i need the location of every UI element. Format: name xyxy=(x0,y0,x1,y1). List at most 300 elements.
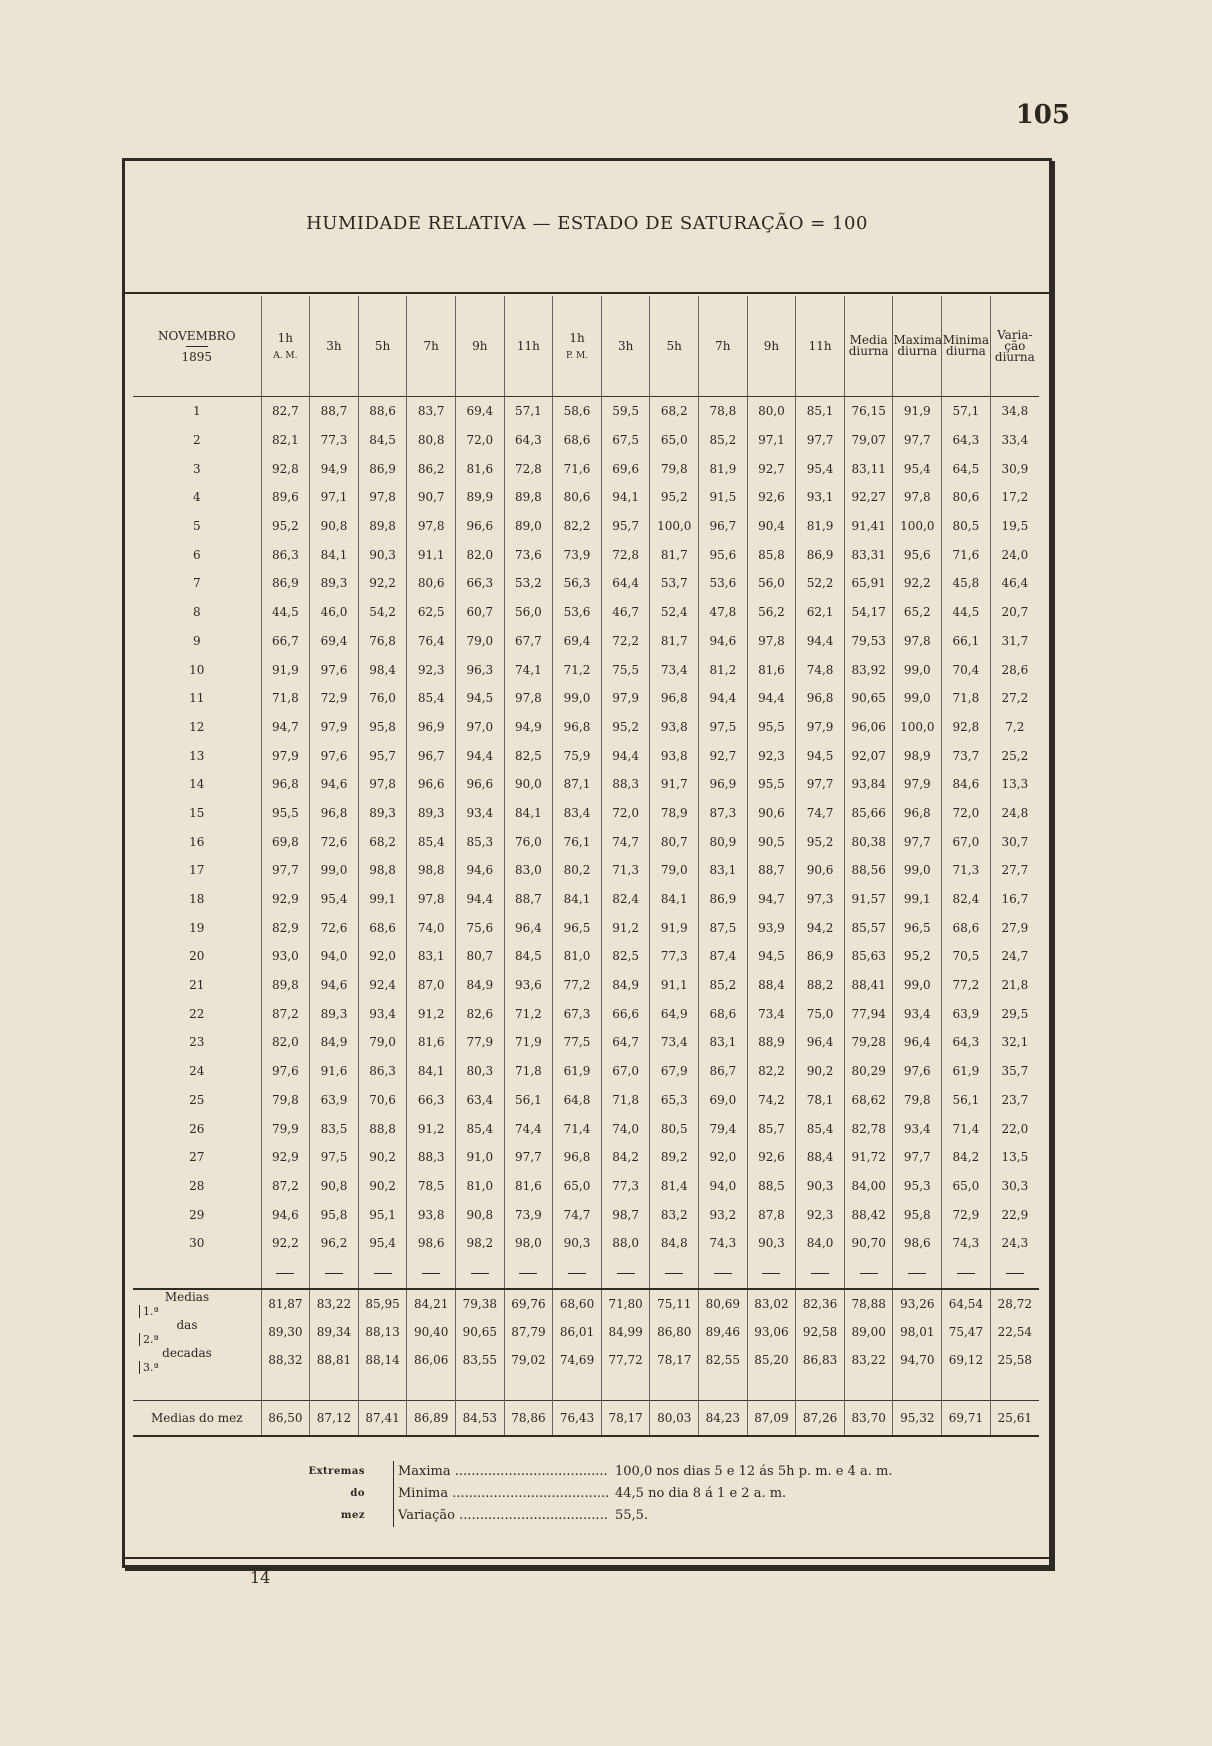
month-divider xyxy=(186,346,208,347)
value-cell: 91,9 xyxy=(261,655,310,684)
value-cell: 72,6 xyxy=(310,827,359,856)
value-cell: 93,2 xyxy=(699,1200,748,1229)
value-cell: 80,3 xyxy=(456,1057,505,1086)
value-cell: 99,1 xyxy=(358,885,407,914)
value-cell: 91,9 xyxy=(893,397,942,426)
value-cell: 75,9 xyxy=(553,741,602,770)
value-cell: 34,8 xyxy=(990,397,1039,426)
column-header xyxy=(990,296,1039,397)
value-cell: 94,4 xyxy=(747,684,796,713)
value-cell: 80,38 xyxy=(844,827,893,856)
value-cell: 72,0 xyxy=(942,799,991,828)
value-cell: 92,3 xyxy=(796,1200,845,1229)
value-cell: 78,9 xyxy=(650,799,699,828)
value-cell: 63,9 xyxy=(310,1086,359,1115)
value-cell: 32,1 xyxy=(990,1028,1039,1057)
value-cell: 92,7 xyxy=(747,454,796,483)
value-cell: 90,0 xyxy=(504,770,553,799)
value-cell: 89,6 xyxy=(261,483,310,512)
value-cell: 79,8 xyxy=(893,1086,942,1115)
value-cell: 27,7 xyxy=(990,856,1039,885)
value-cell: 95,5 xyxy=(747,770,796,799)
dash-cell xyxy=(601,1258,650,1289)
value-cell: 96,6 xyxy=(456,770,505,799)
value-cell: 85,1 xyxy=(796,397,845,426)
value-cell: 95,2 xyxy=(601,713,650,742)
value-cell: 97,9 xyxy=(893,770,942,799)
value-cell: 85,66 xyxy=(844,799,893,828)
value-cell: 92,2 xyxy=(358,569,407,598)
value-cell: 95,4 xyxy=(893,454,942,483)
column-header xyxy=(893,296,942,397)
value-cell: 28,6 xyxy=(990,655,1039,684)
value-cell: 68,62 xyxy=(844,1086,893,1115)
value-cell: 92,6 xyxy=(747,483,796,512)
value-cell: 65,0 xyxy=(650,426,699,455)
table-title: HUMIDADE RELATIVA — ESTADO DE SATURAÇÃO = 100 xyxy=(306,213,868,234)
value-cell: 88,5 xyxy=(747,1172,796,1201)
month-mean-row xyxy=(133,1400,1039,1436)
value-cell: 94,6 xyxy=(310,770,359,799)
decade-value-cell: 71,80 xyxy=(601,1289,650,1318)
value-cell: 84,2 xyxy=(601,1143,650,1172)
decade-value-cell: 85,20 xyxy=(747,1346,796,1374)
value-cell: 53,2 xyxy=(504,569,553,598)
value-cell: 69,4 xyxy=(553,627,602,656)
value-cell: 90,70 xyxy=(844,1229,893,1258)
value-cell: 73,9 xyxy=(553,540,602,569)
value-cell: 75,5 xyxy=(601,655,650,684)
value-cell: 73,4 xyxy=(650,1028,699,1057)
spacer-cell xyxy=(133,1374,261,1401)
month-mean-value: 25,61 xyxy=(990,1400,1039,1436)
value-cell: 86,9 xyxy=(699,885,748,914)
value-cell: 72,0 xyxy=(456,426,505,455)
value-cell: 66,6 xyxy=(601,999,650,1028)
value-cell: 88,8 xyxy=(358,1114,407,1143)
value-cell: 80,9 xyxy=(699,827,748,856)
value-cell: 94,5 xyxy=(796,741,845,770)
day-cell: 7 xyxy=(192,576,201,591)
value-cell: 83,2 xyxy=(650,1200,699,1229)
value-cell: 94,0 xyxy=(310,942,359,971)
day-cell: 8 xyxy=(192,605,201,620)
value-cell: 77,2 xyxy=(942,971,991,1000)
value-cell: 67,0 xyxy=(601,1057,650,1086)
column-header xyxy=(796,296,845,397)
value-cell: 66,7 xyxy=(261,627,310,656)
value-cell: 94,9 xyxy=(504,713,553,742)
value-cell: 93,0 xyxy=(261,942,310,971)
value-cell: 99,1 xyxy=(893,885,942,914)
value-cell: 99,0 xyxy=(893,684,942,713)
day-cell: 12 xyxy=(189,719,205,734)
table-row xyxy=(133,627,1039,656)
column-label: 9h xyxy=(472,339,488,353)
value-cell: 73,4 xyxy=(747,999,796,1028)
value-cell: 94,6 xyxy=(699,627,748,656)
value-cell: 83,5 xyxy=(310,1114,359,1143)
value-cell: 27,9 xyxy=(990,913,1039,942)
value-cell: 77,3 xyxy=(310,426,359,455)
value-cell: 91,1 xyxy=(650,971,699,1000)
value-cell: 85,4 xyxy=(407,827,456,856)
value-cell: 71,6 xyxy=(553,454,602,483)
value-cell: 92,9 xyxy=(261,1143,310,1172)
extreme-value: 55,5. xyxy=(615,1508,649,1523)
value-cell: 25,2 xyxy=(990,741,1039,770)
value-cell: 83,1 xyxy=(699,1028,748,1057)
value-cell: 96,6 xyxy=(407,770,456,799)
dash-mark xyxy=(957,1273,975,1274)
value-cell: 97,7 xyxy=(261,856,310,885)
value-cell: 97,6 xyxy=(261,1057,310,1086)
value-cell: 81,6 xyxy=(407,1028,456,1057)
value-cell: 95,6 xyxy=(893,540,942,569)
value-cell: 21,8 xyxy=(990,971,1039,1000)
spacer-cell xyxy=(990,1374,1039,1401)
day-cell: 23 xyxy=(189,1035,205,1050)
value-cell: 71,3 xyxy=(601,856,650,885)
value-cell: 95,4 xyxy=(796,454,845,483)
column-header xyxy=(261,296,310,397)
value-cell: 84,5 xyxy=(504,942,553,971)
value-cell: 85,4 xyxy=(456,1114,505,1143)
value-cell: 94,0 xyxy=(699,1172,748,1201)
value-cell: 80,6 xyxy=(942,483,991,512)
decade-value-cell: 78,88 xyxy=(844,1289,893,1318)
value-cell: 99,0 xyxy=(553,684,602,713)
value-cell: 97,8 xyxy=(747,627,796,656)
value-cell: 66,1 xyxy=(942,627,991,656)
value-cell: 98,7 xyxy=(601,1200,650,1229)
day-cell: 1 xyxy=(192,404,201,419)
column-label: 11h xyxy=(516,339,540,353)
value-cell: 95,8 xyxy=(310,1200,359,1229)
value-cell: 89,9 xyxy=(456,483,505,512)
value-cell: 99,0 xyxy=(893,971,942,1000)
decade-value-cell: 86,83 xyxy=(796,1346,845,1374)
value-cell: 72,6 xyxy=(310,913,359,942)
value-cell: 82,9 xyxy=(261,913,310,942)
decade-value-cell: 83,55 xyxy=(456,1346,505,1374)
value-cell: 97,8 xyxy=(407,512,456,541)
value-cell: 24,0 xyxy=(990,540,1039,569)
value-cell: 68,6 xyxy=(942,913,991,942)
decade-value-cell: 68,60 xyxy=(553,1289,602,1318)
decade-label-text: decadas xyxy=(162,1345,212,1360)
decade-number: 2.ª xyxy=(139,1333,169,1346)
value-cell: 91,2 xyxy=(407,1114,456,1143)
value-cell: 82,7 xyxy=(261,397,310,426)
decade-label-text: Medias xyxy=(164,1289,210,1304)
value-cell: 98,9 xyxy=(893,741,942,770)
value-cell: 69,4 xyxy=(456,397,505,426)
table-row xyxy=(133,426,1039,455)
value-cell: 93,6 xyxy=(504,971,553,1000)
value-cell: 77,3 xyxy=(601,1172,650,1201)
decade-value-cell: 88,32 xyxy=(261,1346,310,1374)
day-cell: 10 xyxy=(189,662,205,677)
value-cell: 95,2 xyxy=(796,827,845,856)
value-cell: 81,7 xyxy=(650,540,699,569)
value-cell: 95,8 xyxy=(893,1200,942,1229)
day-cell: 26 xyxy=(189,1121,205,1136)
table-row xyxy=(133,1086,1039,1115)
dash-cell xyxy=(553,1258,602,1289)
value-cell: 90,2 xyxy=(796,1057,845,1086)
value-cell: 87,8 xyxy=(747,1200,796,1229)
value-cell: 90,6 xyxy=(796,856,845,885)
dash-mark xyxy=(714,1273,732,1274)
days-body xyxy=(133,397,1039,1258)
dash-cell xyxy=(133,1258,261,1289)
extremes-label: Extremas xyxy=(308,1466,365,1477)
value-cell: 96,8 xyxy=(553,713,602,742)
value-cell: 90,8 xyxy=(310,512,359,541)
day-cell: 21 xyxy=(189,978,205,993)
value-cell: 24,8 xyxy=(990,799,1039,828)
value-cell: 69,4 xyxy=(310,627,359,656)
value-cell: 71,2 xyxy=(504,999,553,1028)
value-cell: 74,8 xyxy=(796,655,845,684)
value-cell: 97,8 xyxy=(407,885,456,914)
spacer-cell xyxy=(942,1374,991,1401)
value-cell: 81,0 xyxy=(553,942,602,971)
value-cell: 97,9 xyxy=(310,713,359,742)
decade-label-cell xyxy=(133,1289,261,1318)
day-cell: 29 xyxy=(189,1207,205,1222)
value-cell: 70,4 xyxy=(942,655,991,684)
value-cell: 99,0 xyxy=(893,856,942,885)
value-cell: 79,28 xyxy=(844,1028,893,1057)
value-cell: 86,2 xyxy=(407,454,456,483)
value-cell: 95,4 xyxy=(358,1229,407,1258)
value-cell: 94,4 xyxy=(699,684,748,713)
extreme-row xyxy=(275,1483,1035,1505)
column-header xyxy=(650,296,699,397)
value-cell: 65,0 xyxy=(942,1172,991,1201)
value-cell: 81,7 xyxy=(650,627,699,656)
value-cell: 94,4 xyxy=(456,885,505,914)
value-cell: 80,7 xyxy=(456,942,505,971)
month-mean-value: 78,17 xyxy=(601,1400,650,1436)
table-row xyxy=(133,1057,1039,1086)
value-cell: 88,41 xyxy=(844,971,893,1000)
value-cell: 46,0 xyxy=(310,598,359,627)
value-cell: 84,9 xyxy=(310,1028,359,1057)
value-cell: 100,0 xyxy=(893,713,942,742)
month-mean-value: 78,86 xyxy=(504,1400,553,1436)
value-cell: 70,5 xyxy=(942,942,991,971)
value-cell: 52,2 xyxy=(796,569,845,598)
value-cell: 85,4 xyxy=(407,684,456,713)
value-cell: 97,7 xyxy=(893,1143,942,1172)
spacer-cell xyxy=(747,1374,796,1401)
extremes-block xyxy=(275,1461,1035,1527)
value-cell: 56,3 xyxy=(553,569,602,598)
value-cell: 67,3 xyxy=(553,999,602,1028)
value-cell: 85,3 xyxy=(456,827,505,856)
value-cell: 70,6 xyxy=(358,1086,407,1115)
month-mean-value: 87,12 xyxy=(310,1400,359,1436)
decade-value-cell: 69,76 xyxy=(504,1289,553,1318)
column-label: 7h xyxy=(715,339,731,353)
value-cell: 76,0 xyxy=(358,684,407,713)
extreme-name: Minima ..... xyxy=(393,1483,608,1505)
column-header xyxy=(844,296,893,397)
value-cell: 96,8 xyxy=(796,684,845,713)
decade-row xyxy=(133,1346,1039,1374)
table-row xyxy=(133,856,1039,885)
value-cell: 90,4 xyxy=(747,512,796,541)
spacer-cell xyxy=(893,1374,942,1401)
spacer-cell xyxy=(601,1374,650,1401)
decade-value-cell: 88,14 xyxy=(358,1346,407,1374)
column-period: P. M. xyxy=(566,351,589,361)
value-cell: 95,6 xyxy=(699,540,748,569)
decade-label-cell xyxy=(133,1318,261,1346)
value-cell: 92,7 xyxy=(699,741,748,770)
decade-number: 1.ª xyxy=(139,1305,169,1318)
value-cell: 89,8 xyxy=(504,483,553,512)
decade-value-cell: 94,70 xyxy=(893,1346,942,1374)
value-cell: 96,4 xyxy=(893,1028,942,1057)
value-cell: 65,0 xyxy=(553,1172,602,1201)
value-cell: 66,3 xyxy=(407,1086,456,1115)
value-cell: 92,8 xyxy=(942,713,991,742)
dash-mark xyxy=(762,1273,780,1274)
value-cell: 92,2 xyxy=(261,1229,310,1258)
value-cell: 97,7 xyxy=(796,426,845,455)
value-cell: 94,7 xyxy=(261,713,310,742)
value-cell: 91,41 xyxy=(844,512,893,541)
column-header xyxy=(699,296,748,397)
value-cell: 72,2 xyxy=(601,627,650,656)
value-cell: 88,3 xyxy=(601,770,650,799)
value-cell: 96,3 xyxy=(456,655,505,684)
value-cell: 66,3 xyxy=(456,569,505,598)
value-cell: 98,4 xyxy=(358,655,407,684)
value-cell: 84,8 xyxy=(650,1229,699,1258)
decade-value-cell: 25,58 xyxy=(990,1346,1039,1374)
value-cell: 96,8 xyxy=(650,684,699,713)
value-cell: 91,1 xyxy=(407,540,456,569)
value-cell: 65,91 xyxy=(844,569,893,598)
decade-value-cell: 81,87 xyxy=(261,1289,310,1318)
day-cell: 24 xyxy=(189,1064,205,1079)
value-cell: 68,6 xyxy=(358,913,407,942)
humidity-table xyxy=(133,296,1039,1437)
value-cell: 73,6 xyxy=(504,540,553,569)
spacer-cell xyxy=(310,1374,359,1401)
value-cell: 65,3 xyxy=(650,1086,699,1115)
value-cell: 82,5 xyxy=(504,741,553,770)
value-cell: 100,0 xyxy=(650,512,699,541)
day-cell: 11 xyxy=(189,691,205,706)
value-cell: 33,4 xyxy=(990,426,1039,455)
value-cell: 47,8 xyxy=(699,598,748,627)
value-cell: 82,2 xyxy=(747,1057,796,1086)
year: 1895 xyxy=(181,349,213,364)
day-cell: 28 xyxy=(189,1178,205,1193)
value-cell: 85,57 xyxy=(844,913,893,942)
spacer-cell xyxy=(650,1374,699,1401)
value-cell: 64,4 xyxy=(601,569,650,598)
header-row xyxy=(133,296,1039,397)
value-cell: 97,7 xyxy=(796,770,845,799)
value-cell: 90,65 xyxy=(844,684,893,713)
spacer-cell xyxy=(456,1374,505,1401)
decade-value-cell: 88,81 xyxy=(310,1346,359,1374)
value-cell: 90,6 xyxy=(747,799,796,828)
value-cell: 81,0 xyxy=(456,1172,505,1201)
value-cell: 97,8 xyxy=(358,483,407,512)
day-cell: 18 xyxy=(189,892,205,907)
value-cell: 96,5 xyxy=(553,913,602,942)
dash-mark xyxy=(665,1273,683,1274)
value-cell: 96,7 xyxy=(407,741,456,770)
value-cell: 19,5 xyxy=(990,512,1039,541)
value-cell: 82,2 xyxy=(553,512,602,541)
value-cell: 95,2 xyxy=(650,483,699,512)
month-mean-value: 87,41 xyxy=(358,1400,407,1436)
dash-cell xyxy=(456,1258,505,1289)
value-cell: 71,8 xyxy=(504,1057,553,1086)
value-cell: 74,7 xyxy=(796,799,845,828)
column-label: 9h xyxy=(763,339,780,353)
value-cell: 87,4 xyxy=(699,942,748,971)
value-cell: 68,6 xyxy=(699,999,748,1028)
value-cell: 96,9 xyxy=(699,770,748,799)
value-cell: 97,8 xyxy=(358,770,407,799)
decade-value-cell: 87,79 xyxy=(504,1318,553,1346)
month-header xyxy=(133,296,261,397)
value-cell: 77,9 xyxy=(456,1028,505,1057)
column-label: Maxima diurna xyxy=(893,333,943,358)
value-cell: 78,1 xyxy=(796,1086,845,1115)
value-cell: 84,6 xyxy=(942,770,991,799)
month-mean-value: 95,32 xyxy=(893,1400,942,1436)
value-cell: 16,7 xyxy=(990,885,1039,914)
extreme-row xyxy=(275,1505,1035,1527)
value-cell: 88,42 xyxy=(844,1200,893,1229)
value-cell: 93,8 xyxy=(650,713,699,742)
dash-mark xyxy=(617,1273,635,1274)
decade-value-cell: 78,17 xyxy=(650,1346,699,1374)
value-cell: 97,1 xyxy=(747,426,796,455)
value-cell: 97,6 xyxy=(310,655,359,684)
value-cell: 73,9 xyxy=(504,1200,553,1229)
decade-value-cell: 88,13 xyxy=(358,1318,407,1346)
value-cell: 87,2 xyxy=(261,1172,310,1201)
month-mean-value: 76,43 xyxy=(553,1400,602,1436)
dash-mark xyxy=(471,1273,489,1274)
value-cell: 79,0 xyxy=(456,627,505,656)
value-cell: 97,9 xyxy=(796,713,845,742)
value-cell: 81,6 xyxy=(504,1172,553,1201)
value-cell: 87,1 xyxy=(553,770,602,799)
table-row xyxy=(133,397,1039,426)
decade-value-cell: 89,30 xyxy=(261,1318,310,1346)
value-cell: 46,7 xyxy=(601,598,650,627)
value-cell: 97,9 xyxy=(261,741,310,770)
extreme-name: Variação ..... xyxy=(393,1505,608,1527)
value-cell: 44,5 xyxy=(261,598,310,627)
decade-value-cell: 79,38 xyxy=(456,1289,505,1318)
value-cell: 90,3 xyxy=(358,540,407,569)
value-cell: 56,0 xyxy=(747,569,796,598)
